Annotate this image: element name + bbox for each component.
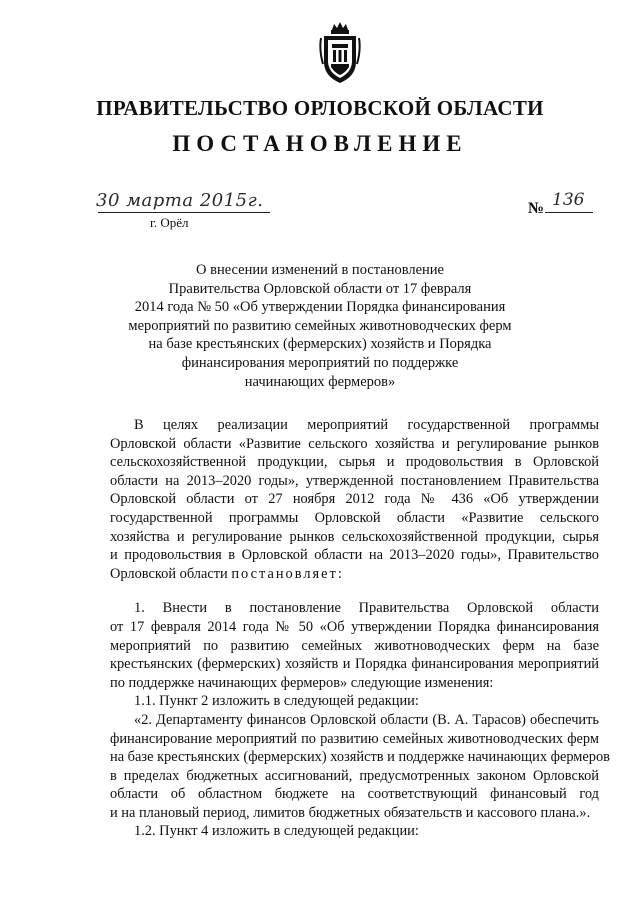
subject-line: О внесении изменений в постановление [196,262,444,278]
handwritten-number: 136 [552,190,585,210]
subject-line: финансирования мероприятий по поддержке [181,354,459,371]
number-underline [545,212,593,213]
paragraph-gap [118,583,599,599]
text-line: В целях реализации мероприятий государственной программы [134,417,599,433]
text-line: «2. Департаменту финансов Орловской области (В. А. Тарасов) обеспечить [134,711,599,728]
text-line: сельскохозяйственной продукции, сырья и продовольствия в Орловской [110,454,599,471]
text-line: и продовольствия в Орловской области на 2013–2020 годы», Правительство [110,547,599,564]
text-line: на базе крестьянских (фермерских) хозяйств и поддержке начинающих фермеров [110,749,610,766]
text-line: области на 2013–2020 годы», утвержденной постановлением Правительства [110,472,599,489]
text-line: 1. Внести в постановление Правительства Орловской области [134,600,599,617]
text-line: хозяйства и регулирование рынков сельскохозяйственной продукции, сырья [110,528,599,545]
city-label: г. Орёл [150,215,189,230]
preamble-paragraph [110,416,599,583]
text-line [110,565,599,584]
item-1-1-paragraph [110,692,610,822]
government-title: ПРАВИТЕЛЬСТВО ОРЛОВСКОЙ ОБЛАСТИ [96,96,544,120]
subject-line: Правительства Орловской области от 17 февраля [168,280,472,297]
number-label: № [528,200,545,217]
text-line: государственной программы Орловской области «Развитие сельского [110,509,599,526]
subject-line: мероприятий по развитию семейных животноводческих ферм [128,317,512,334]
date-underline [98,212,270,213]
resolution-keyword: постановляет: [231,565,344,582]
text-line: финансирование мероприятий по развитию семейных животноводческих ферм [110,730,599,747]
item-heading: 1.2. Пункт 4 изложить в следующей редакции: [134,823,419,840]
text-line: по поддержке начинающих фермеров» следующие изменения: [110,674,494,691]
text-fragment: Орловской области [110,565,232,582]
item-heading: 1.1. Пункт 2 изложить в следующей редакции: [134,693,419,710]
text-line: в пределах бюджетных ассигнований, предусмотренных законом Орловской [110,767,599,784]
coat-of-arms-icon [318,20,362,86]
text-line: мероприятий по развитию семейных животноводческих ферм на базе [110,637,599,654]
subject-line: на базе крестьянских (фермерских) хозяйств и Порядка [148,336,492,353]
text-line: Орловской области от 27 ноября 2012 года № 436 «Об утверждении [110,491,599,508]
subject-line: начинающих фермеров» [244,373,396,390]
item-1-paragraph [110,599,599,692]
text-line: области об областном бюджете на соответствующий финансовый год [110,786,599,803]
text-line: от 17 февраля 2014 года № 50 «Об утверждении Порядка финансирования [110,618,599,635]
item-1-2-paragraph [110,822,599,841]
document-body [110,416,610,841]
text-line: Орловской области «Развитие сельского хозяйства и регулирование рынков [110,435,599,452]
handwritten-date: 30 марта 2015г. [96,190,264,211]
text-line: крестьянских (фермерских) хозяйств и Порядка финансирования мероприятий [110,656,599,673]
subject-line: 2014 года № 50 «Об утверждении Порядка финансирования [134,299,506,316]
text-line: и на плановый период, лимитов бюджетных обязательств и кассового плана.». [110,804,591,821]
document-type: ПОСТАНОВЛЕНИЕ [172,131,468,156]
document-subject [90,261,550,391]
